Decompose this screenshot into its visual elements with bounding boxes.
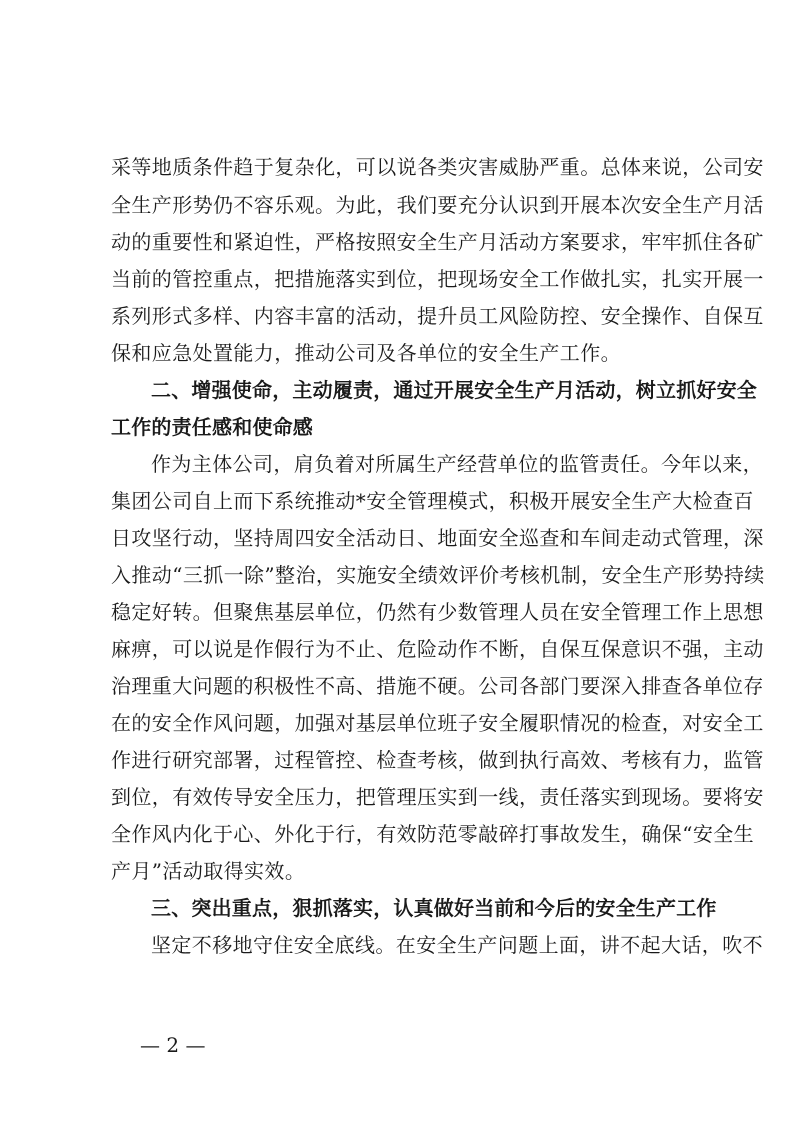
body-text-line: 稳定好转。但聚焦基层单位，仍然有少数管理人员在安全管理工作上思想 xyxy=(111,600,764,624)
section-heading: 二、增强使命，主动履责，通过开展安全生产月活动，树立抓好安全 xyxy=(151,378,757,402)
body-text-line: 全作风内化于心、外化于行，有效防范零敲碎打事故发生，确保“安全生 xyxy=(111,822,755,846)
body-text-line: 动的重要性和紧迫性，严格按照安全生产月活动方案要求，牢牢抓住各矿 xyxy=(111,230,764,254)
paragraph-first-line: 作为主体公司，肩负着对所属生产经营单位的监管责任。今年以来， xyxy=(151,452,763,476)
body-text-line: 保和应急处置能力，推动公司及各单位的安全生产工作。 xyxy=(111,341,621,365)
body-text-line: 治理重大问题的积极性不高、措施不硬。公司各部门要深入排查各单位存 xyxy=(111,674,764,698)
section-heading: 三、突出重点，狠抓落实，认真做好当前和今后的安全生产工作 xyxy=(151,896,717,920)
section-heading-continued: 工作的责任感和使命感 xyxy=(111,415,313,439)
body-text-line: 作进行研究部署，过程管控、检查考核，做到执行高效、考核有力，监管 xyxy=(111,748,764,772)
body-text-line: 系列形式多样、内容丰富的活动，提升员工风险防控、安全操作、自保互 xyxy=(111,304,764,328)
body-text-line: 采等地质条件趋于复杂化，可以说各类灾害威胁严重。总体来说，公司安 xyxy=(111,155,764,179)
body-text-line: 日攻坚行动，坚持周四安全活动日、地面安全巡查和车间走动式管理，深 xyxy=(111,526,764,550)
body-text-line: 产月”活动取得实效。 xyxy=(111,859,306,883)
body-text-line: 麻痹，可以说是作假行为不止、危险动作不断，自保互保意识不强，主动 xyxy=(111,637,764,661)
body-text-line: 当前的管控重点，把措施落实到位，把现场安全工作做扎实，扎实开展一 xyxy=(111,267,764,291)
paragraph-first-line: 坚定不移地守住安全底线。在安全生产问题上面，讲不起大话，吹不 xyxy=(151,933,763,957)
page-number: — 2 — xyxy=(140,1033,206,1057)
body-text-line: 集团公司自上而下系统推动*安全管理模式，积极开展安全生产大检查百 xyxy=(111,489,754,513)
body-text-line: 全生产形势仍不容乐观。为此，我们要充分认识到开展本次安全生产月活 xyxy=(111,193,764,217)
body-text-line: 入推动“三抓一除”整治，实施安全绩效评价考核机制，安全生产形势持续 xyxy=(111,563,765,587)
body-text-line: 到位，有效传导安全压力，把管理压实到一线，责任落实到现场。要将安 xyxy=(111,785,764,809)
body-text-line: 在的安全作风问题，加强对基层单位班子安全履职情况的检查，对安全工 xyxy=(111,711,764,735)
